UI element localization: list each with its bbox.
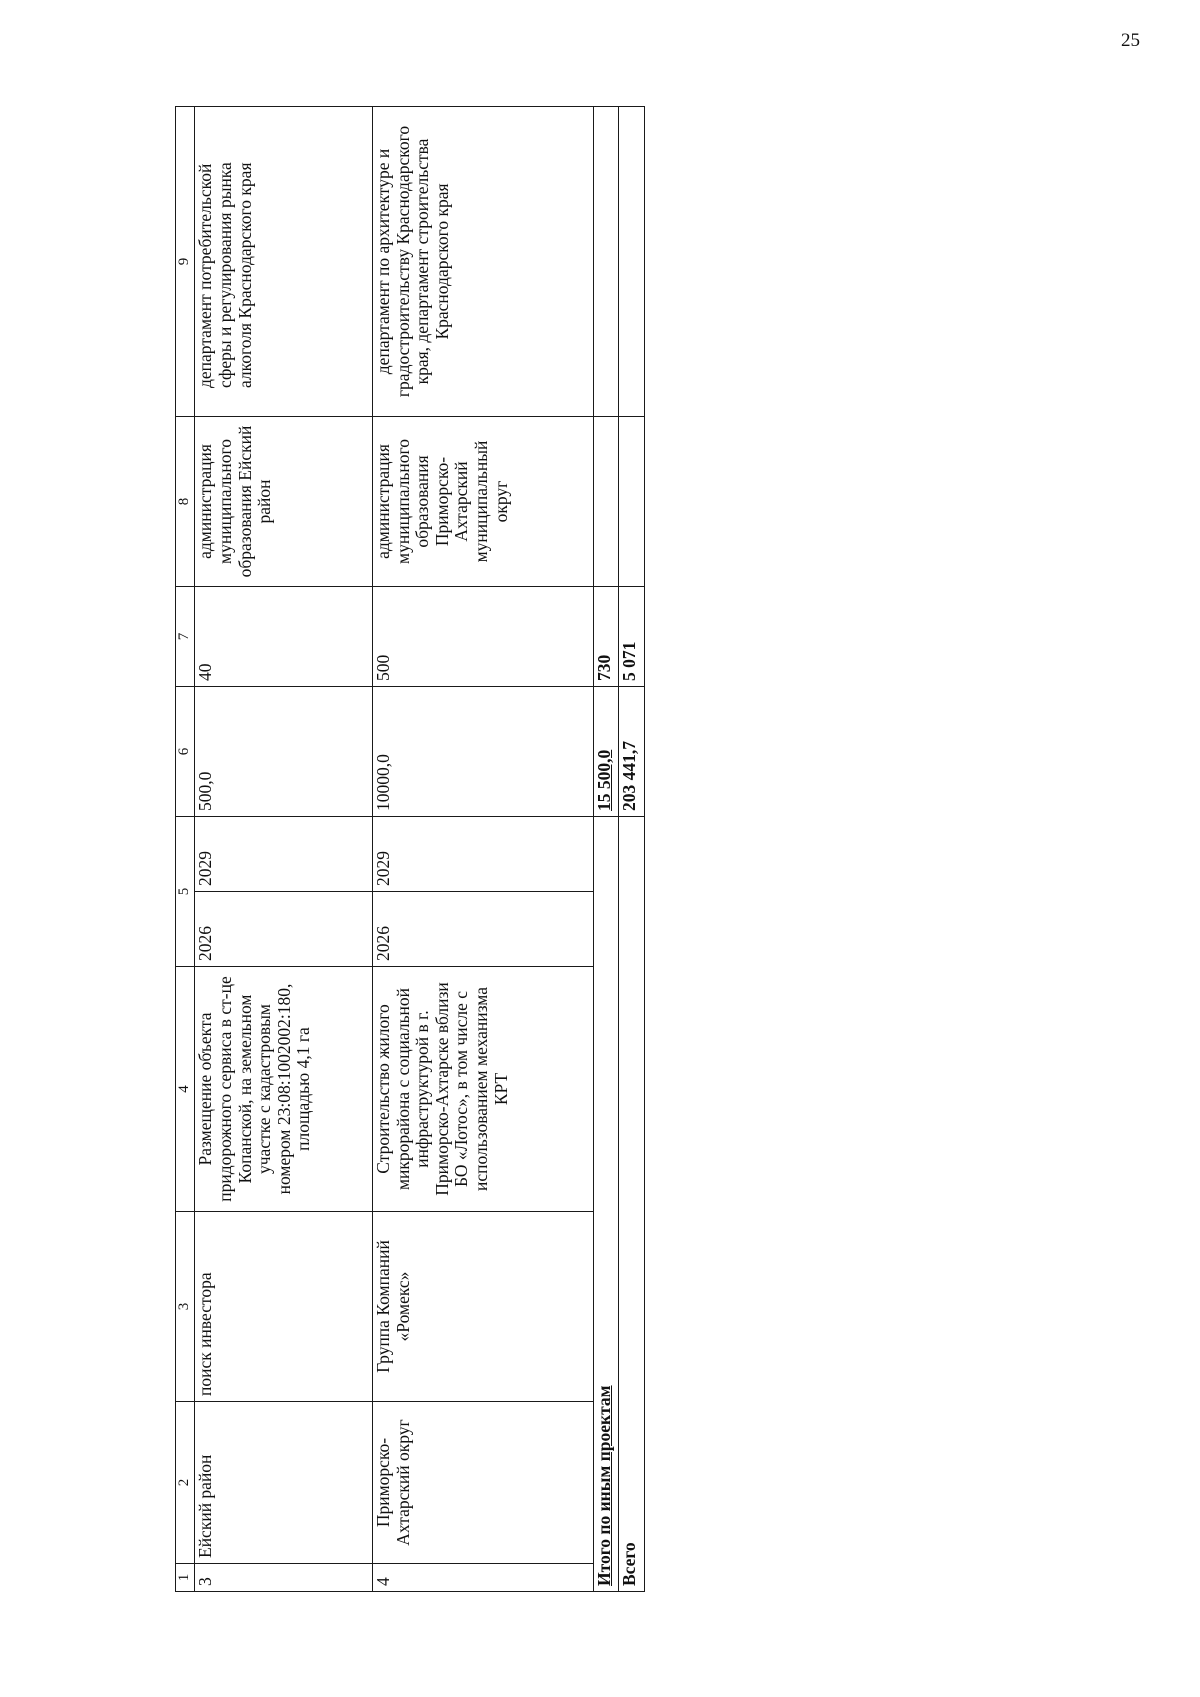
jobs-cell: 500 [373, 587, 594, 687]
empty-cell [619, 107, 645, 417]
municipality-cell: администрация муниципального образования Ейский район [195, 417, 373, 587]
subtotal-label: Итого по иным проектам [593, 817, 619, 1592]
header-col-2: 2 [176, 1402, 195, 1564]
row-number: 4 [373, 1564, 594, 1592]
total-row [619, 107, 645, 1592]
subtotal-amount: 15 500,0 [593, 687, 619, 817]
department-cell: департамент по архитектуре и градостроительству Краснодарского края, департамент строительства Краснодарского края [373, 107, 594, 417]
jobs-cell: 40 [195, 587, 373, 687]
year-end-cell: 2029 [195, 817, 373, 892]
header-col-4: 4 [176, 967, 195, 1212]
empty-cell [593, 417, 619, 587]
year-start-cell: 2026 [373, 892, 594, 967]
investor-cell: поиск инвестора [195, 1212, 373, 1402]
projects-table [175, 106, 645, 1592]
header-col-6: 6 [176, 687, 195, 817]
department-cell: департамент потребительской сферы и регулирования рынка алкоголя Краснодарского края [195, 107, 373, 417]
total-amount: 203 441,7 [619, 687, 645, 817]
header-col-3: 3 [176, 1212, 195, 1402]
page-number: 25 [1121, 30, 1140, 51]
table-row [195, 107, 373, 1592]
header-col-9: 9 [176, 107, 195, 417]
header-col-1: 1 [176, 1564, 195, 1592]
municipality-cell: администрация муниципального образования Приморско-Ахтарский муниципальный округ [373, 417, 594, 587]
header-col-5: 5 [176, 817, 195, 967]
total-label: Всего [619, 817, 645, 1592]
table-row [373, 107, 594, 1592]
empty-cell [619, 417, 645, 587]
project-cell: Размещение объекта придорожного сервиса в ст-це Копанской, на земельном участке с кадастровым номером 23:08:1002002:180, площадью 4,1 га [195, 967, 373, 1212]
rotated-table-container [175, 107, 645, 1592]
year-start-cell: 2026 [195, 892, 373, 967]
district-cell: Приморско-Ахтарский округ [373, 1402, 594, 1564]
total-jobs: 5 071 [619, 587, 645, 687]
subtotal-row [593, 107, 619, 1592]
year-end-cell: 2029 [373, 817, 594, 892]
project-cell: Строительство жилого микрорайона с социальной инфраструктурой в г. Приморско-Ахтарске вблизи БО «Лотос», в том числе с использованием механизма КРТ [373, 967, 594, 1212]
empty-cell [593, 107, 619, 417]
district-cell: Ейский район [195, 1402, 373, 1564]
header-row [176, 107, 195, 1592]
header-col-8: 8 [176, 417, 195, 587]
subtotal-jobs: 730 [593, 587, 619, 687]
amount-cell: 10000,0 [373, 687, 594, 817]
investor-cell: Группа Компаний «Ромекс» [373, 1212, 594, 1402]
amount-cell: 500,0 [195, 687, 373, 817]
header-col-7: 7 [176, 587, 195, 687]
row-number: 3 [195, 1564, 373, 1592]
